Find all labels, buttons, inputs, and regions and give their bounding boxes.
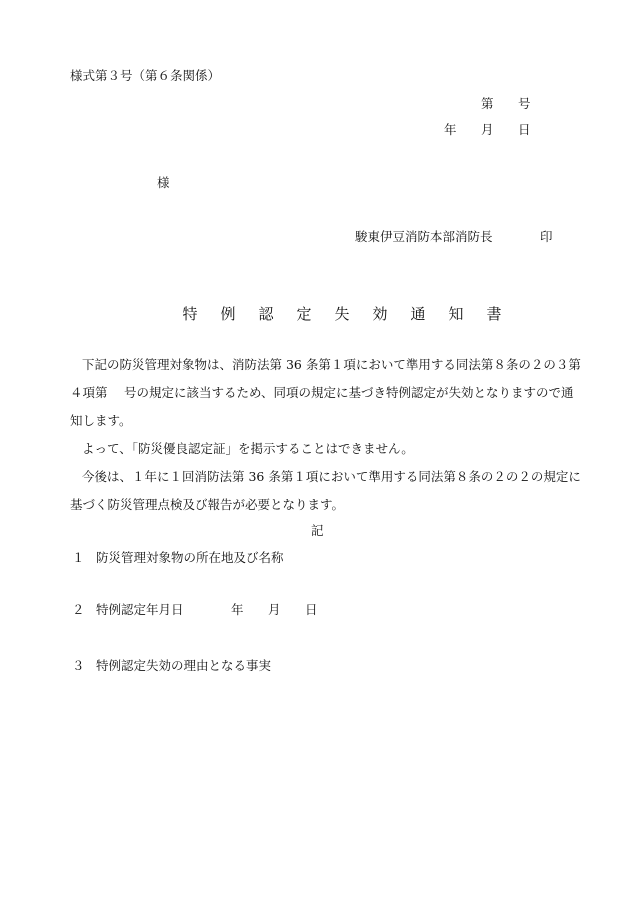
title-char: 書 [486, 305, 502, 323]
item-2-day: 日 [305, 602, 318, 617]
seal-mark: 印 [540, 229, 553, 244]
item-2-year: 年 [231, 602, 244, 617]
item-1-label: 防災管理対象物の所在地及び名称 [96, 550, 284, 565]
title-char: 例 [220, 305, 236, 323]
date-month: 月 [481, 122, 494, 137]
body-paragraph-3-line-1: 今後は、１年に１回消防法第 36 条第１項において準用する同法第８条の２の２の規定に [82, 469, 581, 484]
title-char: 失 [334, 305, 350, 323]
date-year: 年 [444, 122, 457, 137]
title-char: 知 [448, 305, 464, 323]
document-title [175, 303, 517, 324]
item-2-number: ２ [72, 602, 85, 617]
title-char: 認 [258, 305, 274, 323]
item-3-label: 特例認定失効の理由となる事実 [96, 658, 272, 673]
body-paragraph-3-line-2: 基づく防災管理点検及び報告が必要となります。 [70, 497, 345, 512]
number-go: 号 [518, 96, 531, 111]
item-2-label: 特例認定年月日 [96, 602, 184, 617]
item-3-number: ３ [72, 658, 85, 673]
body-paragraph-1-line-3: 知します。 [70, 413, 132, 428]
form-number: 様式第３号（第６条関係） [70, 68, 221, 83]
number-dai: 第 [481, 96, 494, 111]
ki-heading: 記 [311, 523, 324, 538]
body-paragraph-1-line-1: 下記の防災管理対象物は、消防法第 36 条第１項において準用する同法第８条の２の３第 [82, 357, 581, 372]
title-char: 特 [182, 305, 198, 323]
item-1-number: １ [72, 550, 85, 565]
title-char: 効 [372, 305, 388, 323]
item-2-month: 月 [268, 602, 281, 617]
addressee-suffix: 様 [157, 175, 170, 190]
title-char: 通 [410, 305, 426, 323]
body-paragraph-2: よって、「防災優良認定証」を掲示することはできません。 [82, 441, 414, 456]
body-paragraph-1-line-2: ４項第 号の規定に該当するため、同項の規定に基づき特例認定が失効となりますので通 [70, 385, 574, 400]
title-char: 定 [296, 305, 312, 323]
date-day: 日 [518, 122, 531, 137]
issuer-name: 駿東伊豆消防本部消防長 [355, 229, 493, 244]
